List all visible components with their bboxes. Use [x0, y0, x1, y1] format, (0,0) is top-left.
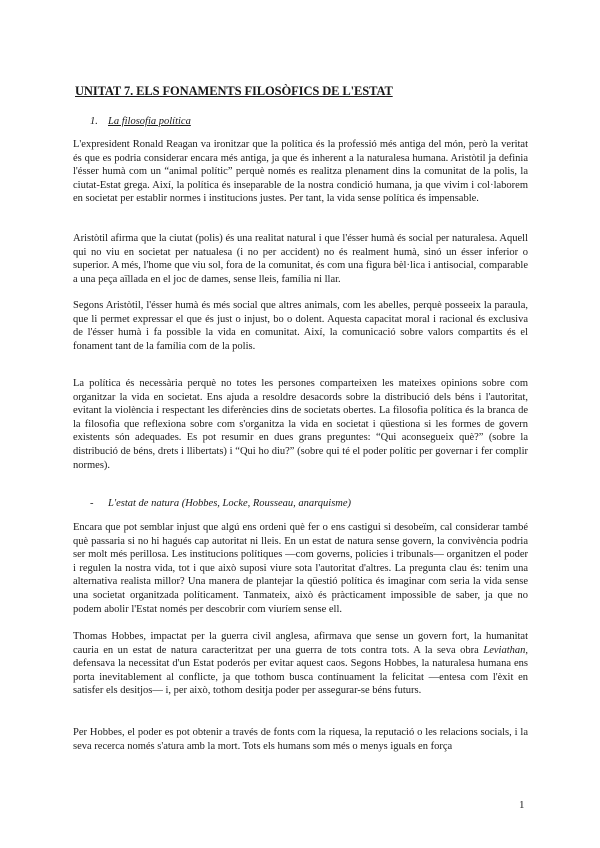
- paragraph: Aristòtil afirma que la ciutat (polis) és una realitat natural i que l'ésser humà és social per naturalesa. Aquell qui no viu en societat per natualesa (i no per accident) no és realment humà, sinó un ésser inferior o superior. A més, l'home que viu sol, fora de la comunitat, és com una figura bèl·lica i antisocial, comparable a una peça aïllada en el joc de dames, sense lleis, família ni llar.: [73, 233, 528, 285]
- paragraph: Encara que pot semblar injust que algú ens ordeni què fer o ens castigui si desobeïm, cal considerar també què passaria si no hi hagués cap autoritat ni lleis. En un estat de natura sense govern, la convivència podria ser molt més perillosa. Les institucions polítiques —com governs, policies i tribunals— organitzen el poder i regulen la nostra vida, tot i que això suposi viure sota l'autoritat d'altres. La pregunta clau és: tenim una alternativa realista millor? Una manera de plantejar la qüestió política és imaginar com seria la vida sense una societat organitzada políticament. Tanmateix, això és pràcticament impossible de saber, ja que no podem abolir l'Estat només per descobrir com viuríem sense ell.: [73, 522, 528, 615]
- paragraph: La política és necessària perquè no totes les persones comparteixen les mateixes opinions sobre com organitzar la vida en societat. Ens ajuda a resoldre desacords sobre la distribució dels béns i l'autoritat, evitant la violència i respectant les diferències dins de societats obertes. La filosofia política és la branca de la filosofia que reflexiona sobre com s'organitza la vida en societat i qüestiona si les formes de govern existents són adequades. Es pot resumir en dues grans preguntes: “Qui aconsegueix què?” (sobre la distribució de béns, drets i llibertats) i “Qui ho diu?” (sobre qui té el poder polític per governar i fer complir normes).: [73, 378, 528, 471]
- page-title: UNITAT 7. ELS FONAMENTS FILOSÒFICS DE L'ESTAT: [75, 84, 393, 98]
- section-heading: [90, 116, 191, 127]
- hobbes-text-after: , defensava la necessitat d'un Estat poderós per evitar aquest caos. Segons Hobbes, la naturalesa humana ens porta inevitablement al conflicte, ja que tothom busca contínuament la felicitat —entesa com l'èxit en satisfer els desitjos— i, per això, tothom desitja poder per assegurar-se béns futurs.: [73, 644, 528, 697]
- section-label: La filosofia política: [108, 116, 191, 127]
- paragraph: Per Hobbes, el poder es pot obtenir a través de fonts com la riquesa, la reputació o les relacions socials, i la seva recerca només s'atura amb la mort. Tots els humans som més o menys iguals en força: [73, 727, 528, 752]
- page-number: 1: [519, 799, 525, 811]
- bullet-marker: -: [90, 498, 94, 509]
- leviathan-title: Leviathan: [483, 644, 526, 656]
- bullet-heading: [90, 498, 351, 509]
- paragraph-hobbes: [73, 630, 528, 698]
- bullet-text: L'estat de natura (Hobbes, Locke, Rousseau, anarquisme): [108, 498, 352, 509]
- paragraph: L'expresident Ronald Reagan va ironitzar que la política és la professió més antiga del món, però la veritat és que es podria considerar encara més antiga, ja que és inherent a la naturalesa humana. Aristòtil ja definia l'ésser humà com un “animal polític” perquè només es realitza plenament dins la comunitat de la polis, la ciutat-Estat grega. Així, la política és inseparable de la nostra condició humana, ja que vivim i col·laborem en societat per establir normes i institucions justes. Per tant, la vida sense política és impensable.: [73, 139, 528, 205]
- paragraph: Segons Aristòtil, l'ésser humà és més social que altres animals, com les abelles, perquè posseeix la paraula, que li permet expressar el que és just o injust, bo o dolent. Aquesta capacitat moral i racional és exclusiva de l'ésser humà i fa possible la vida en comunitat. Així, la comunicació sobre valors compartits és el fonament tant de la família com de la polis.: [73, 300, 528, 352]
- hobbes-text-before: Thomas Hobbes, impactat per la guerra civil anglesa, afirmava que sense un govern fort, la humanitat cauria en un estat de natura caracteritzat per una guerra de tots contra tots. A la seva obra: [73, 631, 528, 656]
- section-number: 1.: [90, 116, 98, 127]
